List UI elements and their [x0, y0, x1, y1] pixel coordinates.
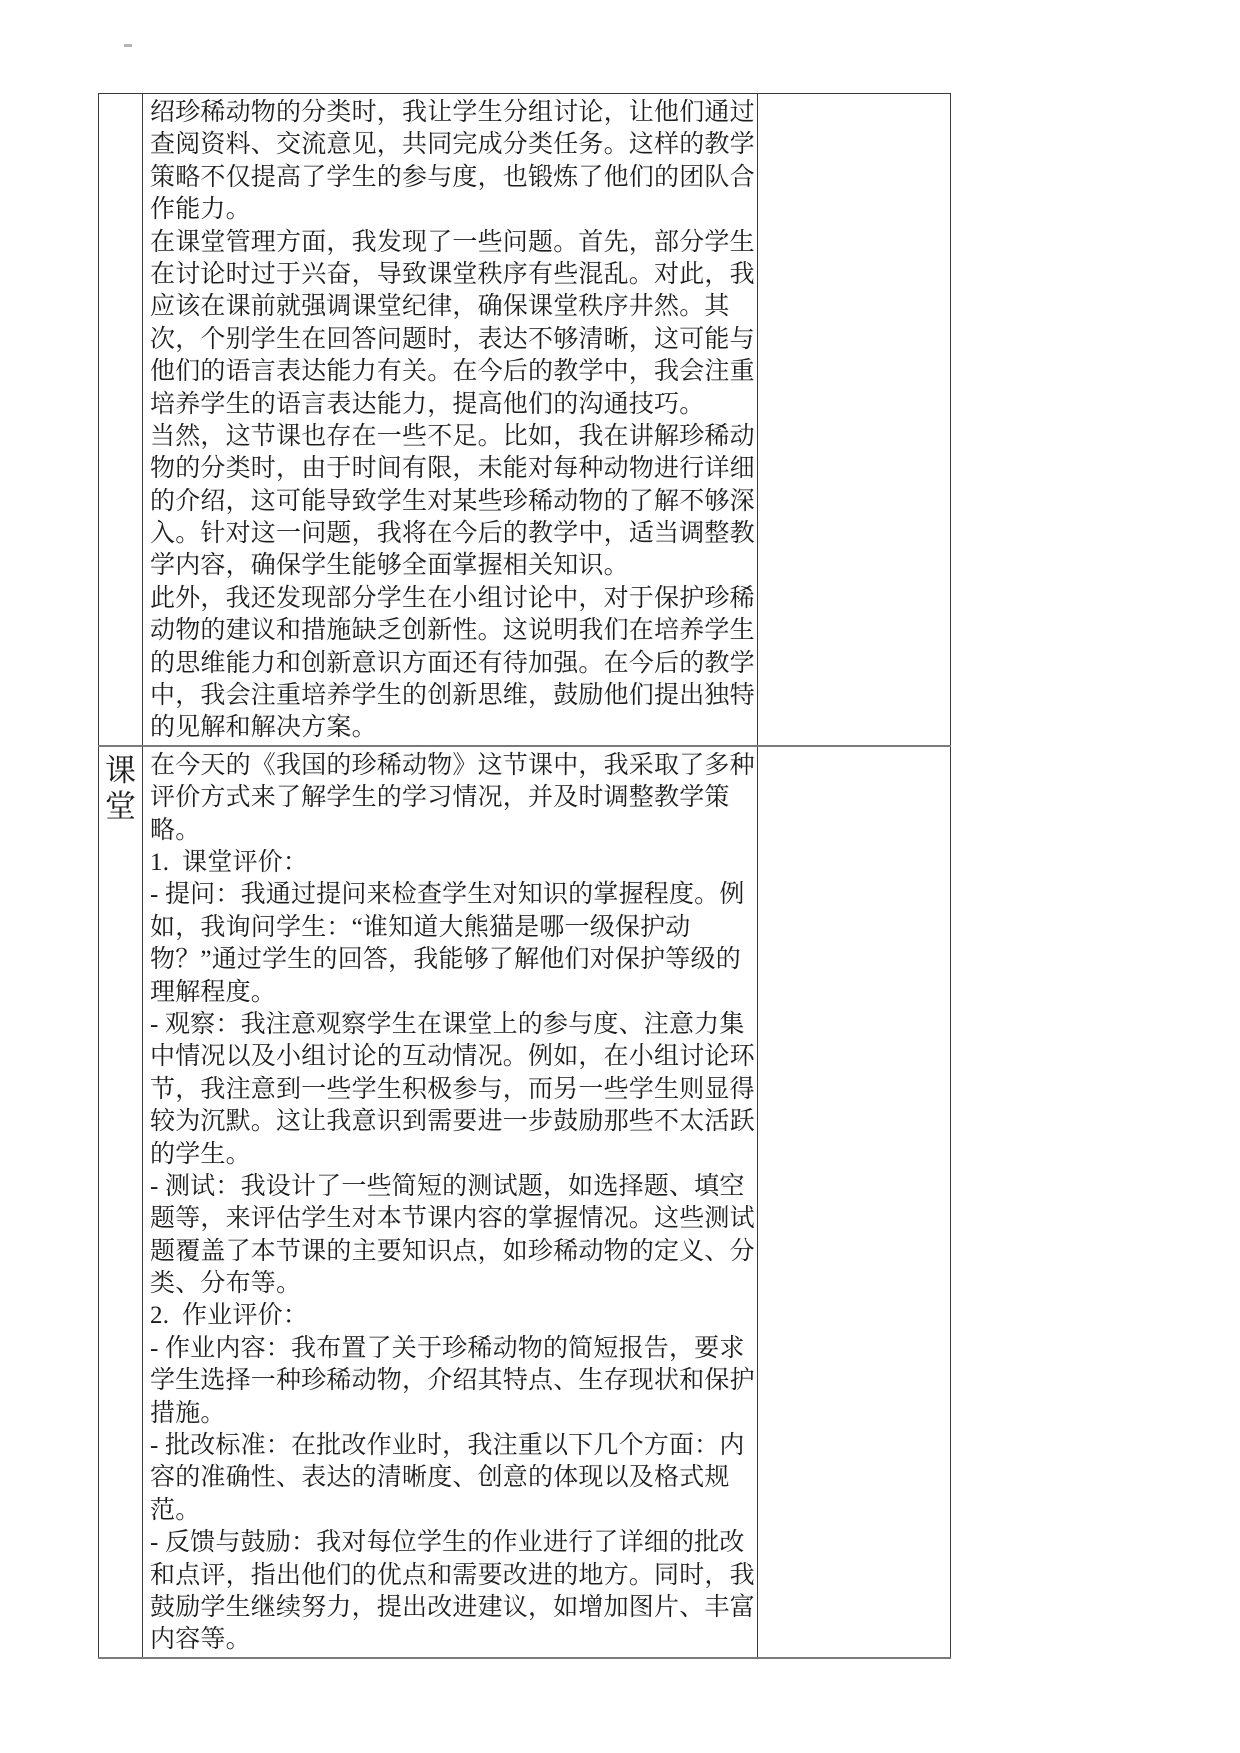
text-line: 题覆盖了本节课的主要知识点，如珍稀动物的定义、分	[150, 1237, 755, 1265]
text-line: 在今天的《我国的珍稀动物》这节课中，我采取了多种	[150, 751, 755, 779]
text-line: 2. 作业评价：	[150, 1302, 309, 1330]
text-line: 应该在课前就强调课堂纪律，确保课堂秩序井然。其	[150, 293, 730, 321]
text-line: 作能力。	[150, 196, 251, 224]
row-label-cell-empty	[99, 94, 143, 746]
table-row	[99, 94, 951, 746]
lesson-reflection-table	[98, 93, 951, 1659]
text-line: - 批改标准：在批改作业时，我注重以下几个方面：内	[150, 1432, 745, 1460]
text-line: 在讨论时过于兴奋，导致课堂秩序有些混乱。对此，我	[150, 260, 755, 288]
text-line: - 反馈与鼓励：我对每位学生的作业进行了详细的批改	[150, 1529, 745, 1557]
text-line: 的介绍，这可能导致学生对某些珍稀动物的了解不够深	[150, 487, 755, 515]
text-line: 在课堂管理方面，我发现了一些问题。首先，部分学生	[150, 228, 755, 256]
text-line: 学内容，确保学生能够全面掌握相关知识。	[150, 552, 629, 580]
text-line: 入。针对这一问题，我将在今后的教学中，适当调整教	[150, 520, 755, 548]
evaluation-text-cell	[143, 746, 758, 1658]
text-line: 策略不仅提高了学生的参与度，也锻炼了他们的团队合	[150, 163, 755, 191]
text-line: 物的分类时，由于时间有限，未能对每种动物进行详细	[150, 455, 755, 483]
text-line: 和点评，指出他们的优点和需要改进的地方。同时，我	[150, 1561, 755, 1589]
text-line: 的学生。	[150, 1140, 251, 1168]
text-line: 题等，来评估学生对本节课内容的掌握情况。这些测试	[150, 1205, 755, 1233]
text-line: 内容等。	[150, 1626, 251, 1654]
notes-cell-empty	[758, 94, 951, 746]
text-line: 措施。	[150, 1399, 226, 1427]
text-line: 的思维能力和创新意识方面还有待加强。在今后的教学	[150, 649, 755, 677]
text-line: 他们的语言表达能力有关。在今后的教学中，我会注重	[150, 358, 755, 386]
row-label	[99, 747, 142, 825]
text-line: 查阅资料、交流意见，共同完成分类任务。这样的教学	[150, 131, 755, 159]
text-line: 的见解和解决方案。	[150, 714, 377, 742]
text-line: 中情况以及小组讨论的互动情况。例如，在小组讨论环	[150, 1043, 755, 1071]
text-line: 次，个别学生在回答问题时，表达不够清晰，这可能与	[150, 325, 755, 353]
text-line: 类、分布等。	[150, 1270, 302, 1298]
text-line: 此外，我还发现部分学生在小组讨论中，对于保护珍稀	[150, 584, 755, 612]
table-row	[99, 746, 951, 1658]
scan-artifact-mark	[124, 44, 132, 47]
text-line: - 观察：我注意观察学生在课堂上的参与度、注意力集	[150, 1010, 745, 1038]
reflection-text-cell	[143, 94, 758, 746]
reflection-text-block	[143, 94, 757, 745]
text-line: 如，我询问学生：“谁知道大熊猫是哪一级保护动	[150, 913, 691, 941]
text-line: 物？”通过学生的回答，我能够了解他们对保护等级的	[150, 946, 741, 974]
text-line: - 作业内容：我布置了关于珍稀动物的简短报告，要求	[150, 1334, 745, 1362]
text-line: 当然，这节课也存在一些不足。比如，我在讲解珍稀动	[150, 422, 755, 450]
text-line: 学生选择一种珍稀动物，介绍其特点、生存现状和保护	[150, 1367, 755, 1395]
text-line: 理解程度。	[150, 978, 277, 1006]
text-line: - 测试：我设计了一些简短的测试题，如选择题、填空	[150, 1172, 745, 1200]
text-line: - 提问：我通过提问来检查学生对知识的掌握程度。例	[150, 881, 745, 909]
text-line: 节，我注意到一些学生积极参与，而另一些学生则显得	[150, 1075, 755, 1103]
text-line: 范。	[150, 1496, 201, 1524]
row-label-char: 课	[105, 752, 136, 788]
text-line: 评价方式来了解学生的学习情况，并及时调整教学策	[150, 784, 730, 812]
notes-cell-empty	[758, 746, 951, 1658]
text-line: 中，我会注重培养学生的创新思维，鼓励他们提出独特	[150, 682, 755, 710]
text-line: 动物的建议和措施缺乏创新性。这说明我们在培养学生	[150, 617, 755, 645]
text-line: 鼓励学生继续努力，提出改进建议，如增加图片、丰富	[150, 1593, 755, 1621]
evaluation-text-block	[143, 747, 757, 1657]
text-line: 容的准确性、表达的清晰度、创意的体现以及格式规	[150, 1464, 730, 1492]
row-label-char: 堂	[105, 788, 136, 824]
text-line: 略。	[150, 816, 201, 844]
text-line: 较为沉默。这让我意识到需要进一步鼓励那些不太活跃	[150, 1108, 755, 1136]
text-line: 1. 课堂评价：	[150, 848, 309, 876]
text-line: 绍珍稀动物的分类时，我让学生分组讨论，让他们通过	[150, 99, 755, 126]
row-label-cell-ketang	[99, 746, 143, 1658]
text-line: 培养学生的语言表达能力，提高他们的沟通技巧。	[150, 390, 705, 418]
